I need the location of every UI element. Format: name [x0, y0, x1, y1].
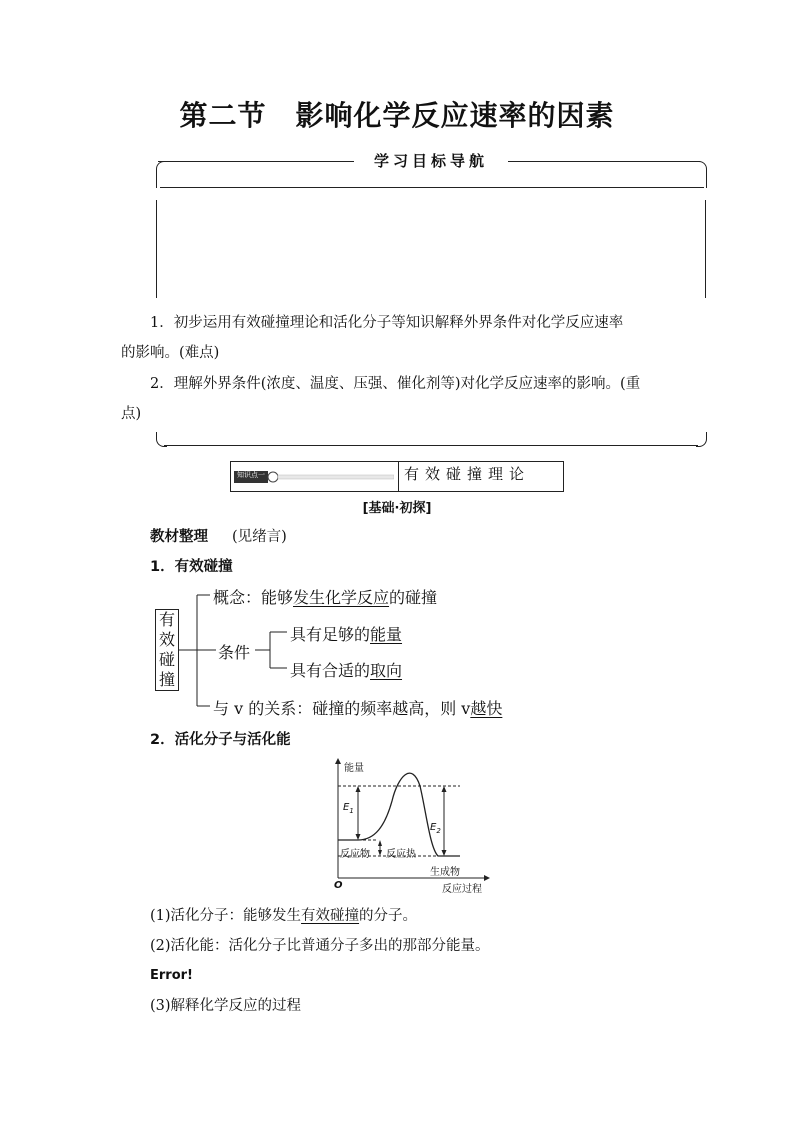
origin-label: O — [334, 880, 343, 891]
e1-label — [343, 802, 354, 815]
e2-label — [430, 822, 441, 835]
e2-subscript: 2 — [436, 827, 441, 835]
goals-heading-label: 学习目标导航 — [373, 152, 488, 170]
e1-letter: E — [343, 802, 350, 813]
section-title: 有效碰撞理论 — [404, 465, 531, 483]
y-axis-label: 能量 — [344, 763, 364, 774]
concept-suffix: 的碰撞 — [389, 588, 438, 607]
concept-line — [213, 585, 437, 608]
condition-2-prefix: 具有合适的 — [290, 661, 371, 680]
heat-label: 反应热 — [386, 849, 416, 860]
paragraph-1 — [150, 906, 417, 926]
box-char: 有 — [158, 610, 175, 629]
box-char: 碰 — [158, 650, 175, 669]
paragraph-2: (2)活化能：活化分子比普通分子多出的那部分能量。 — [150, 938, 490, 954]
y-axis-arrow — [335, 758, 341, 764]
paragraph-1-suffix: 的分子。 — [359, 908, 418, 924]
section-badge-label: 知识点一 — [237, 471, 265, 479]
reactant-label: 反应物 — [340, 849, 370, 860]
condition-1-prefix: 具有足够的 — [290, 625, 371, 644]
concept-blank: 发生化学反应 — [293, 588, 390, 607]
condition-1-blank: 能量 — [370, 625, 403, 644]
concept-prefix: 概念：能够 — [213, 588, 294, 607]
item-1-heading: 1．有效碰撞 — [150, 559, 233, 575]
relation-blank: 越快 — [470, 699, 503, 718]
section-sub-label: [基础·初探] — [362, 501, 432, 516]
condition-2 — [290, 658, 402, 681]
goal-2-line-1: 2．理解外界条件(浓度、温度、压强、催化剂等)对化学反应速率的影响。(重 — [150, 376, 641, 392]
item-2-heading: 2．活化分子与活化能 — [150, 732, 291, 748]
material-heading: 教材整理 — [150, 529, 208, 545]
relation-line — [213, 696, 502, 719]
e1-subscript: 1 — [349, 807, 354, 815]
goal-1-line-1: 1．初步运用有效碰撞理论和活化分子等知识解释外界条件对化学反应速率 — [150, 315, 624, 331]
condition-label: 条件 — [218, 643, 251, 662]
relation-prefix: 与 v 的关系：碰撞的频率越高，则 v — [213, 699, 471, 718]
material-note: (见绪言) — [232, 529, 287, 545]
paragraph-3: (3)解释化学反应的过程 — [150, 998, 302, 1014]
product-label: 生成物 — [430, 867, 460, 878]
goal-1-line-2: 的影响。(难点) — [121, 345, 220, 361]
error-text: Error! — [150, 968, 193, 983]
paragraph-1-blank: 有效碰撞 — [301, 908, 360, 924]
energy-diagram — [320, 756, 500, 896]
condition-2-blank: 取向 — [370, 661, 403, 680]
paragraph-1-prefix: (1)活化分子：能够发生 — [150, 908, 302, 924]
box-char: 效 — [158, 630, 175, 649]
page-title: 第二节 影响化学反应速率的因素 — [179, 99, 615, 132]
goal-2-line-2: 点) — [121, 406, 142, 422]
box-char: 撞 — [158, 670, 175, 689]
e2-letter: E — [430, 822, 437, 833]
x-axis-label: 反应过程 — [442, 884, 482, 895]
x-axis-arrow — [484, 875, 490, 881]
condition-1 — [290, 622, 402, 645]
